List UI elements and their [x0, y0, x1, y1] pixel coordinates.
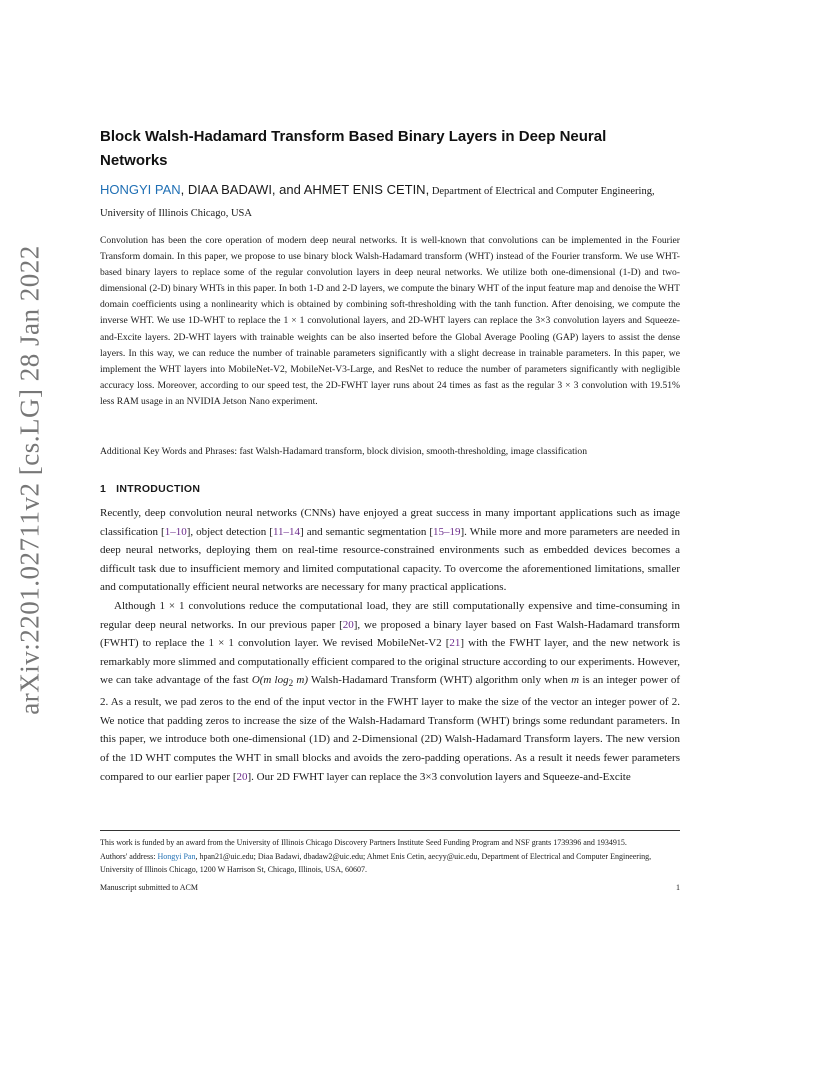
text-run: Although 1 × 1 convolutions reduce the computational load, they are still computationally expensive and time-consuming in regular deep neural networks. In our previous paper [	[100, 599, 680, 631]
author-names	[100, 182, 429, 197]
address-footnote	[100, 850, 680, 877]
intro-paragraph-2	[100, 597, 680, 786]
footnotes	[100, 836, 680, 877]
section-heading	[100, 483, 200, 495]
abstract	[100, 233, 680, 410]
text-run: ]. While more and more parameters are needed in deep neural networks, deploying them on real-time resource-constrained environments such as embedded devices becomes a difficult task due to insufficient memory and limited computational capacity. To overcome the aforementioned limitations, smaller and computationally efficient neural networks are necessary for many practical applications.	[100, 525, 680, 594]
author-link-hongyi-pan[interactable]: HONGYI PAN	[100, 182, 181, 197]
page-number: 1	[676, 883, 680, 892]
math-variable-m: m	[571, 674, 580, 687]
citation-link[interactable]: 21	[449, 637, 461, 650]
keywords: Additional Key Words and Phrases: fast Walsh-Hadamard transform, block division, smooth-thresholding, image classification	[100, 446, 588, 457]
arxiv-side-identifier	[10, 245, 50, 715]
citation-link[interactable]: 1–10	[164, 525, 187, 538]
abstract-text: Convolution has been the core operation of modern deep neural networks. It is well-known that convolutions can be implemented in the Fourier Transform domain. In this paper, we propose to use binary block Walsh-Hadamard transform (WHT) instead of the Fourier transform. We use WHT-based binary layers to replace some of the regular convolution layers in deep neural networks. We utilize both one-dimensional (1-D) and two-dimensional (2-D) binary WHTs in this paper. In both 1-D and 2-D layers, we compute the binary WHT of the input feature map and denoise the WHT domain coefficients using a nonlinearity which is obtained by combining soft-thresholding with the tanh function. After denoising, we compute the inverse WHT. We use 1D-WHT to replace the 1 × 1 convolutional layers, and 2D-WHT layers can replace the 3×3 convolution layers and Squeeze-and-Excite layers. 2D-WHT layers with trainable weights can be also inserted before the Global Average Pooling (GAP) layers to assist the dense layers. In this way, we can reduce the number of trainable parameters significantly with a slight decrease in trainable parameters. In this paper, we implement the WHT layers into MobileNet-V2, MobileNet-V3-Large, and ResNet to reduce the number of parameters significantly with negligible accuracy loss. Moreover, according to our speed test, the 2D-FWHT layer runs about 24 times as fast as the regular 3 × 3 convolution with 19.51% less RAM usage in an NVIDIA Jetson Nano experiment.	[100, 235, 680, 407]
section-number: 1	[100, 483, 107, 495]
text-run: ], we proposed a binary layer based on Fast Walsh-Hadamard transform (FWHT) to replace the 1 × 1 convolution layer. We revised MobileNet-V2 [	[100, 618, 680, 650]
paper-title: Block Walsh-Hadamard Transform Based Binary Layers in Deep Neural Networks	[100, 128, 607, 169]
text-run: ], object detection [	[186, 525, 273, 538]
citation-link[interactable]: 20	[342, 618, 354, 631]
funding-footnote: This work is funded by an award from the University of Illinois Chicago Discovery Partners Institute Seed Funding Program and NSF grants 1739396 and 1934915.	[100, 838, 627, 847]
citation-link[interactable]: 15–19	[432, 525, 461, 538]
intro-paragraph-1	[100, 504, 680, 597]
author-names-rest: , DIAA BADAWI, and AHMET ENIS CETIN,	[180, 182, 430, 197]
introduction-body	[100, 504, 680, 786]
text-run: Walsh-Hadamard Transform (WHT) algorithm only when	[307, 674, 572, 687]
big-o-expression: O(m log	[251, 674, 289, 687]
text-run: ] with the FWHT layer, and the new network is remarkably more slimmed and computationally efficient compared to the original structure according to our experiments. However, we can take advantage of the fast	[100, 637, 680, 687]
text-run: Recently, deep convolution neural networks (CNNs) have enjoyed a great success in many important applications such as image classification [	[100, 507, 680, 538]
text-run: ]. Our 2D FWHT layer can replace the 3×3 convolution layers and Squeeze-and-Excite	[247, 770, 631, 783]
big-o-expression-end: m)	[293, 674, 308, 687]
citation-link[interactable]: 20	[236, 770, 248, 783]
manuscript-note: Manuscript submitted to ACM	[100, 883, 198, 892]
author-address-link[interactable]: Hongyi Pan	[157, 851, 196, 861]
citation-link[interactable]: 11–14	[272, 525, 301, 538]
footnote-divider	[100, 830, 680, 831]
text-run: ] and semantic segmentation [	[300, 525, 433, 538]
log-subscript: 2	[288, 678, 294, 689]
section-title: INTRODUCTION	[116, 483, 201, 495]
author-affiliation: Department of Electrical and Computer Engineering, University of Illinois Chicago, USA	[100, 186, 655, 219]
author-block	[100, 180, 680, 224]
text-run: , hpan21@uic.edu; Diaa Badawi, dbadaw2@uic.edu; Ahmet Enis Cetin, aecyy@uic.edu, Department of Electrical and Computer Engineering, University of Illinois Chicago, 1200 W Harrison St, Chicago, Illinois, USA, 60607.	[100, 851, 652, 875]
text-run: Authors' address:	[100, 851, 158, 861]
arxiv-id-text: arXiv:2201.02711v2 [cs.LG] 28 Jan 2022	[14, 245, 45, 715]
text-run: is an integer power of 2. As a result, we pad zeros to the end of the input vector in the FWHT layer to make the size of the vector an integer power of 2. We notice that padding zeros to increase the size of the Walsh-Hadamard Transform (WHT) brings some redundant parameters. In this paper, we introduce both one-dimensional (1D) and 2-Dimensional (2D) Walsh-Hadamard Transform layers. The new version of the 1D WHT computes the WHT in small blocks and avoids the zero-padding operations. As a result it needs fewer parameters compared to our earlier paper [	[100, 674, 680, 783]
